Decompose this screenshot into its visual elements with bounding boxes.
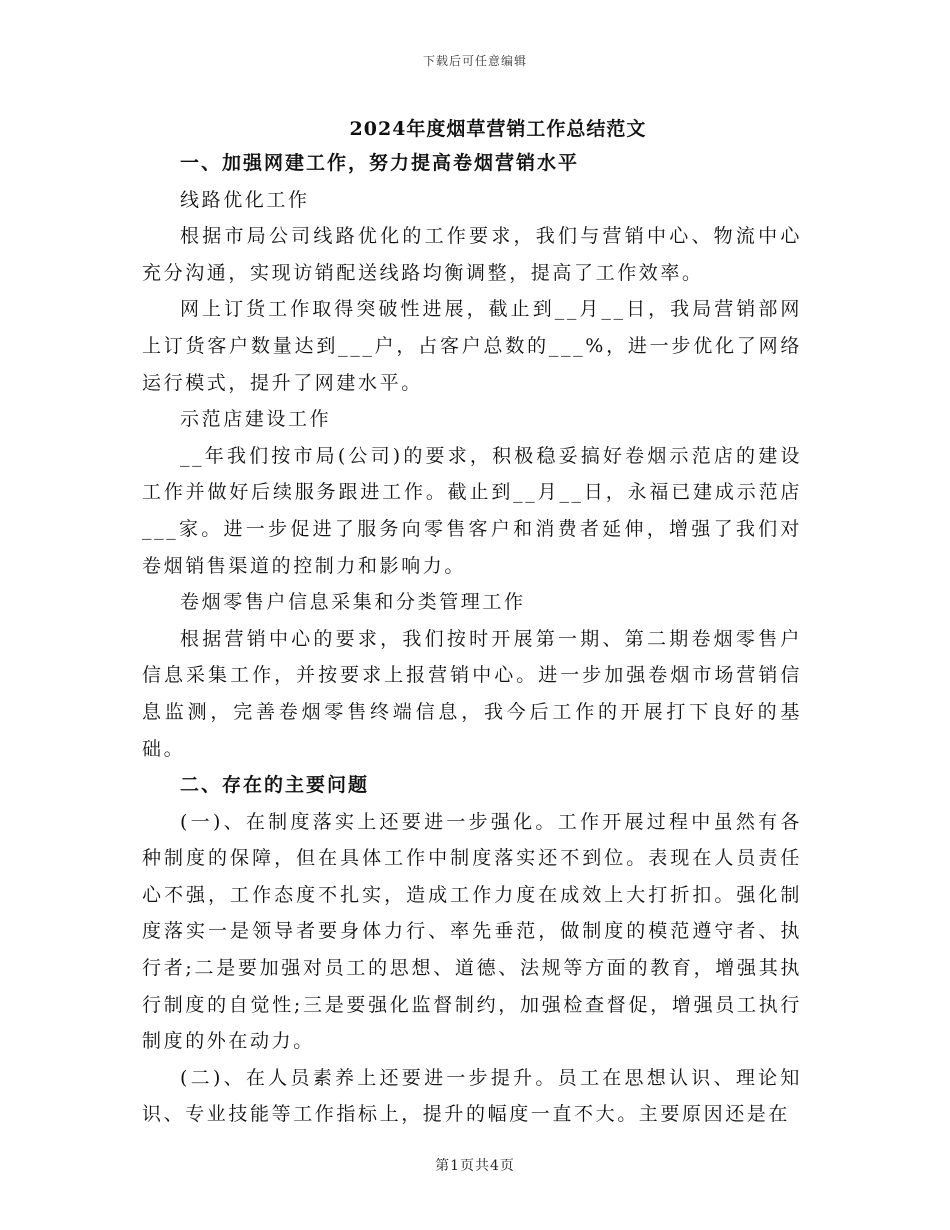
document-title: 2024年度烟草营销工作总结范文 [349,118,647,140]
body-paragraph: 网上订货工作取得突破性进展，截止到__月__日，我局营销部网上订货客户数量达到___户，占客户总数的___%，进一步优化了网络运行模式，提升了网建水平。 [142,298,802,394]
section-heading-2: 二、存在的主要问题 [180,774,370,797]
subheading-retailer-info: 卷烟零售户信息采集和分类管理工作 [180,591,526,614]
body-paragraph: __年我们按市局(公司)的要求，积极稳妥搞好卷烟示范店的建设工作并做好后续服务跟进工作。截止到__月__日，永福已建成示范店___家。进一步促进了服务向零售客户和消费者延伸，增强了我们对卷烟销售渠道的控制力和影响力。 [142,444,802,577]
document-body [142,145,802,1133]
body-paragraph: 根据营销中心的要求，我们按时开展第一期、第二期卷烟零售户信息采集工作，并按要求上报营销中心。进一步加强卷烟市场营销信息监测，完善卷烟零售终端信息，我今后工作的开展打下良好的基础。 [142,627,802,760]
subheading-demo-store: 示范店建设工作 [180,408,332,431]
section-heading-1: 一、加强网建工作，努力提高卷烟营销水平 [180,152,580,174]
body-paragraph: (二)、在人员素养上还要进一步提升。员工在思想认识、理论知识、专业技能等工作指标上，提升的幅度一直不大。主要原因还是在 [142,1066,802,1126]
page-number: 第1页共4页 [435,1158,515,1174]
body-paragraph: 根据市局公司线路优化的工作要求，我们与营销中心、物流中心充分沟通，实现访销配送线路均衡调整，提高了工作效率。 [142,225,802,284]
subheading-route-optimization: 线路优化工作 [180,188,310,211]
page-header-note: 下载后可任意编辑 [422,54,527,68]
body-paragraph: (一)、在制度落实上还要进一步强化。工作开展过程中虽然有各种制度的保障，但在具体工作中制度落实还不到位。表现在人员责任心不强，工作态度不扎实，造成工作力度在成效上大打折扣。强化制度落实一是领导者要身体力行、率先垂范，做制度的模范遵守者、执行者;二是要加强对员工的思想、道德、法规等方面的教育，增强其执行制度的自觉性;三是要强化监督制约，加强检查督促，增强员工执行制度的外在动力。 [142,810,802,1053]
